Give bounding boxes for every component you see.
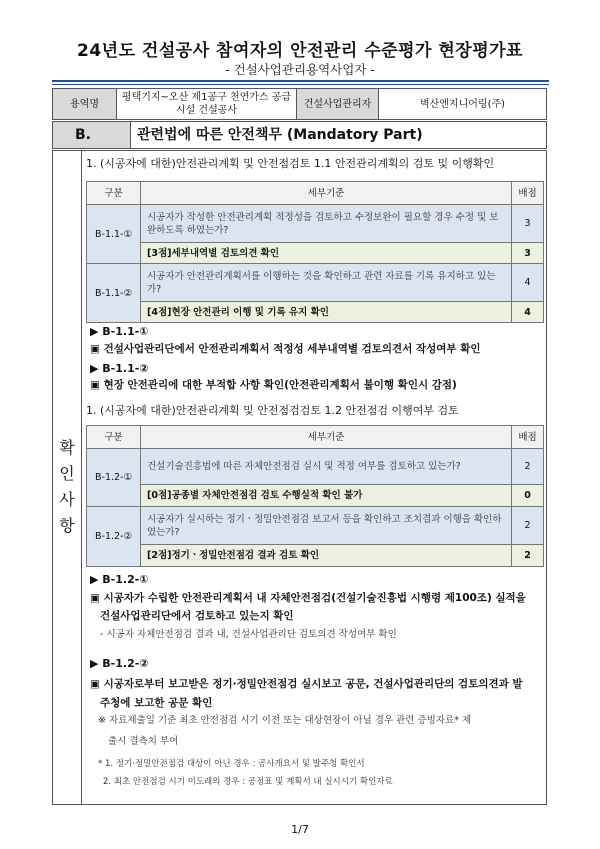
- row-points: 2: [512, 507, 544, 545]
- row-desc: 시공자가 작성한 안전관리계획 적정성을 검토하고 수정보완이 필요할 경우 수정 및 보완하도록 하였는가?: [141, 205, 512, 243]
- part2-heading: 1. (시공자에 대한)안전관리계획 및 안전점검검토 1.2 안전점검 이행여부 검토: [86, 404, 459, 417]
- project-label: 용역명: [53, 89, 117, 120]
- manager-label: 건설사업관리자: [297, 89, 379, 120]
- ref-note: ▣ 시공자가 수립한 안전관리계획서 내 자체안전점검(건설기술진흥법 시행령 제100조) 실적을: [90, 592, 526, 604]
- col-points: 배점: [512, 426, 544, 449]
- row-code: B-1.2-②: [87, 507, 141, 567]
- row-result-points: 2: [512, 545, 544, 567]
- row-result: [3점]세부내역별 검토의견 확인: [141, 243, 512, 264]
- col-criteria: 세부기준: [141, 426, 512, 449]
- side-char: 사: [59, 490, 75, 509]
- ref-label: ▶ B-1.1-①: [90, 325, 149, 338]
- col-category: 구분: [87, 426, 141, 449]
- ref-note: ▣ 현장 안전관리에 대한 부적합 사항 확인(안전관리계획서 불이행 확인시 감점): [90, 379, 457, 391]
- row-result: [0점]공종별 자체안전점검 검토 수행실적 확인 불가: [141, 485, 512, 507]
- ref-detail-cont: 출시 결측치 부여: [108, 736, 179, 747]
- row-code: B-1.1-①: [87, 205, 141, 264]
- ref-footnote: 2. 최초 안전점검 시기 미도래의 경우 : 공정표 및 계획서 내 실시시기 확인자료: [103, 777, 393, 787]
- col-category: 구분: [87, 182, 141, 205]
- col-points: 배점: [512, 182, 544, 205]
- row-result: [2점]정기ㆍ정밀안전점검 결과 검토 확인: [141, 545, 512, 567]
- ref-label: ▶ B-1.1-②: [90, 362, 149, 375]
- row-desc: 건설기술진흥법에 따른 자체안전점검 실시 및 적정 여부를 검토하고 있는가?: [141, 449, 512, 485]
- section-code: B.: [53, 122, 131, 148]
- row-result-points: 3: [512, 243, 544, 264]
- part2-criteria-table: [86, 425, 544, 567]
- section-header: [52, 121, 547, 149]
- row-points: 4: [512, 264, 544, 302]
- row-points: 2: [512, 449, 544, 485]
- page-title: 24년도 건설공사 참여자의 안전관리 수준평가 현장평가표: [77, 41, 523, 61]
- row-points: 3: [512, 205, 544, 243]
- ref-label: ▶ B-1.2-①: [90, 573, 149, 586]
- ref-note: ▣ 시공자로부터 보고받은 정기·정밀안전점검 실시보고 공문, 건설사업관리단의 검토의견과 발: [90, 678, 523, 690]
- row-desc: 시공자가 실시하는 정기ㆍ정밀안전점검 보고서 등을 확인하고 조치결과 이행을 확인하였는가?: [141, 507, 512, 545]
- ref-footnote: * 1. 정기·정밀안전점검 대상이 아닌 경우 : 공사개요서 및 발주청 확인서: [98, 759, 365, 769]
- page-number: 1/7: [291, 823, 309, 836]
- side-char: 인: [59, 464, 75, 483]
- ref-detail: ※ 자료제출일 기준 최초 안전점검 시기 이전 또는 대상현장이 아닐 경우 관련 증빙자료* 제: [98, 715, 472, 726]
- title-rule-thin: [52, 84, 549, 85]
- project-value: 평택기지~오산 제1공구 천연가스 공급시설 건설공사: [117, 89, 297, 120]
- ref-label: ▶ B-1.2-②: [90, 657, 149, 670]
- project-info-table: [52, 88, 547, 120]
- title-rule: [52, 80, 549, 82]
- part1-criteria-table: [86, 181, 544, 323]
- row-result-points: 0: [512, 485, 544, 507]
- row-desc: 시공자가 안전관리계획서를 이행하는 것을 확인하고 관련 자료를 기록 유지하고 있는가?: [141, 264, 512, 302]
- part1-heading: 1. (시공자에 대한)안전관리계획 및 안전점검토 1.1 안전관리계획의 검토 및 이행확인: [86, 157, 495, 170]
- ref-note-cont: 주청에 보고한 공문 확인: [100, 697, 213, 709]
- page-subtitle: - 건설사업관리용역사업자 -: [225, 62, 375, 77]
- side-char: 항: [59, 516, 75, 535]
- side-char: 확: [59, 438, 75, 457]
- ref-note-cont: 건설사업관리단에서 검토하고 있는지 확인: [100, 610, 294, 622]
- section-title: 관련법에 따른 안전책무 (Mandatory Part): [137, 127, 423, 143]
- ref-note: ▣ 건설사업관리단에서 안전관리계획서 적정성 세부내역별 검토의견서 작성여부 확인: [90, 343, 481, 355]
- ref-detail: - 시공자 자체안전점검 결과 내, 건설사업관리단 검토의견 작성여부 확인: [100, 629, 397, 640]
- row-code: B-1.2-①: [87, 449, 141, 507]
- side-label: [52, 150, 82, 805]
- col-criteria: 세부기준: [141, 182, 512, 205]
- row-code: B-1.1-②: [87, 264, 141, 323]
- row-result-points: 4: [512, 302, 544, 323]
- row-result: [4점]현장 안전관리 이행 및 기록 유지 확인: [141, 302, 512, 323]
- manager-value: 벽산엔지니어링(주): [379, 89, 547, 120]
